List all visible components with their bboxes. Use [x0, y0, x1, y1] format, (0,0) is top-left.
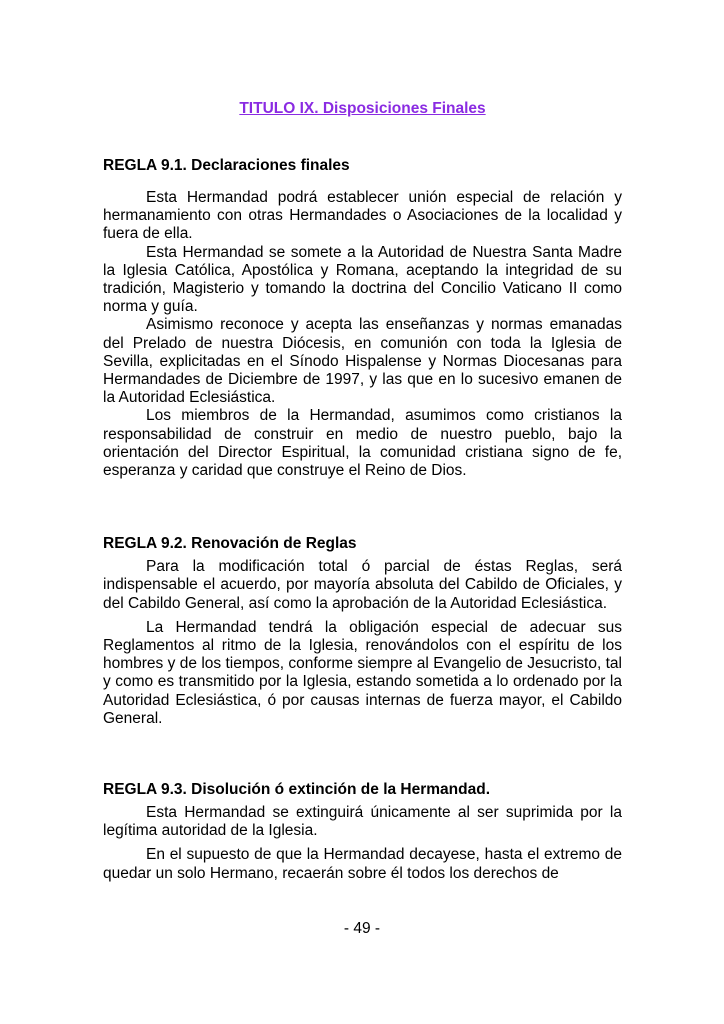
- page-content: [103, 100, 622, 883]
- paragraph: Esta Hermandad podrá establecer unión especial de relación y hermanamiento con otras Hermandades o Asociaciones de la localidad y fuera de ella.: [103, 189, 622, 243]
- regla-heading: REGLA 9.3. Disolución ó extinción de la Hermandad.: [103, 781, 491, 799]
- regla-heading: REGLA 9.1. Declaraciones finales: [103, 157, 350, 174]
- paragraph: Esta Hermandad se extinguirá únicamente al ser suprimida por la legítima autoridad de la Iglesia.: [103, 804, 622, 840]
- regla-9-3-section: [103, 780, 622, 883]
- regla-9-1-section: [103, 156, 622, 480]
- paragraph: La Hermandad tendrá la obligación especial de adecuar sus Reglamentos al ritmo de la Iglesia, renovándolos con el espíritu de los hombres y de los tiempos, conforme siempre al Evangelio de Jesucristo, tal y como es transmitido por la Iglesia, estando sometida a lo ordenado por la Autoridad Eclesiástica, ó por causas internas de fuerza mayor, el Cabildo General.: [103, 618, 622, 727]
- regla-9-2-section: [103, 534, 622, 728]
- document-title: TITULO IX. Disposiciones Finales: [239, 100, 486, 117]
- paragraph: En el supuesto de que la Hermandad decayese, hasta el extremo de quedar un solo Hermano, recaerán sobre él todos los derechos de: [103, 846, 622, 882]
- paragraph: Para la modificación total ó parcial de éstas Reglas, será indispensable el acuerdo, por mayoría absoluta del Cabildo de Oficiales, y del Cabildo General, así como la aprobación de la Autoridad Eclesiástica.: [103, 558, 622, 612]
- regla-heading: REGLA 9.2. Renovación de Reglas: [103, 535, 357, 553]
- paragraph: Esta Hermandad se somete a la Autoridad de Nuestra Santa Madre la Iglesia Católica, Apostólica y Romana, aceptando la integridad de su tradición, Magisterio y tomando la doctrina del Concilio Vaticano II como norma y guía.: [103, 243, 622, 316]
- page-number: - 49 -: [343, 920, 381, 937]
- paragraph: Los miembros de la Hermandad, asumimos como cristianos la responsabilidad de construir en medio de nuestro pueblo, bajo la orientación del Director Espiritual, la comunidad cristiana signo de fe, esperanza y caridad que construye el Reino de Dios.: [103, 407, 622, 480]
- paragraph: Asimismo reconoce y acepta las enseñanzas y normas emanadas del Prelado de nuestra Diócesis, en comunión con toda la Iglesia de Sevilla, explicitadas en el Sínodo Hispalense y Normas Diocesanas para Hermandades de Diciembre de 1997, y las que en lo sucesivo emanen de la Autoridad Eclesiástica.: [103, 316, 622, 407]
